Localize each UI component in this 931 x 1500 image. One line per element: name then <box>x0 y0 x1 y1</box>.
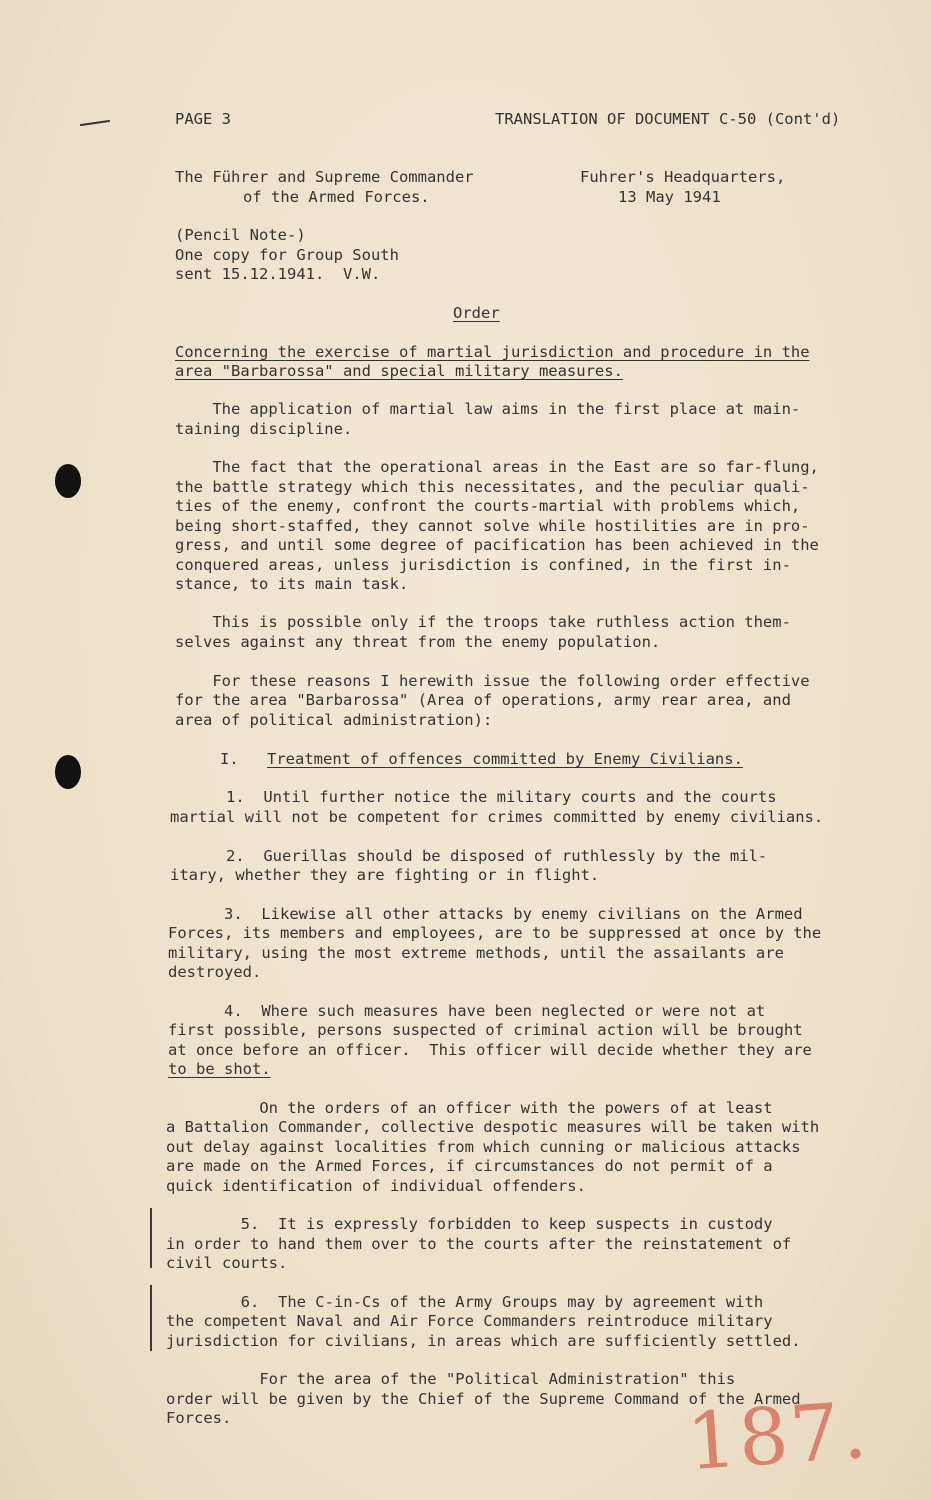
item4b-line-4: are made on the Armed Forces, if circumstances do not permit of a <box>166 1157 773 1175</box>
from-line-2: of the Armed Forces. <box>243 188 430 206</box>
item5-line-1: 5. It is expressly forbidden to keep suspects in custody <box>166 1215 773 1233</box>
item4-line-4: to be shot. <box>168 1060 271 1078</box>
p2-line-6: conquered areas, unless jurisdiction is confined, in the first in- <box>175 556 791 574</box>
p2-line-7: stance, to its main task. <box>175 575 409 593</box>
item2-line-1: 2. Guerillas should be disposed of ruthlessly by the mil- <box>170 847 768 865</box>
item4b-line-5: quick identification of individual offenders. <box>166 1177 586 1195</box>
section-heading: Treatment of offences committed by Enemy Civilians. <box>267 750 743 768</box>
item6b-line-3: Forces. <box>166 1409 232 1427</box>
item6-line-3: jurisdiction for civilians, in areas which are sufficiently settled. <box>166 1332 801 1350</box>
item5-line-3: civil courts. <box>166 1254 288 1272</box>
subject-line-2: area "Barbarossa" and special military measures. <box>175 362 623 380</box>
p2-line-1: The fact that the operational areas in the East are so far-flung, <box>175 458 819 476</box>
item2-line-2: itary, whether they are fighting or in flight. <box>170 866 600 884</box>
pencil-note-line-2: One copy for Group South <box>175 246 399 264</box>
order-title: Order <box>453 304 500 322</box>
item1-line-1: 1. Until further notice the military courts and the courts <box>170 788 777 806</box>
subject-line-1: Concerning the exercise of martial jurisdiction and procedure in the <box>175 343 810 361</box>
p4-line-3: area of political administration): <box>175 711 493 729</box>
p4-line-1: For these reasons I herewith issue the following order effective <box>175 672 810 690</box>
pencil-note-line-3: sent 15.12.1941. V.W. <box>175 265 381 283</box>
date-line: 13 May 1941 <box>618 188 721 206</box>
item4b-line-1: On the orders of an officer with the powers of at least <box>166 1099 773 1117</box>
p4-line-2: for the area "Barbarossa" (Area of operations, army rear area, and <box>175 691 791 709</box>
p3-line-2: selves against any threat from the enemy population. <box>175 633 661 651</box>
from-line-1: The Führer and Supreme Commander <box>175 168 474 186</box>
p2-line-2: the battle strategy which this necessitates, and the peculiar quali- <box>175 478 810 496</box>
p2-line-4: being short-staffed, they cannot solve while hostilities are in pro- <box>175 517 810 535</box>
margin-mark-item5 <box>150 1208 152 1268</box>
item1-line-2: martial will not be competent for crimes committed by enemy civilians. <box>170 808 824 826</box>
handwritten-page-number: 187. <box>684 1385 872 1489</box>
pencil-tick-mark <box>80 120 110 126</box>
punch-hole-bottom <box>55 755 81 789</box>
item4-line-1: 4. Where such measures have been neglected or were not at <box>168 1002 766 1020</box>
item3-line-4: destroyed. <box>168 963 262 981</box>
punch-hole-top <box>55 464 81 498</box>
item3-line-2: Forces, its members and employees, are to be suppressed at once by the <box>168 924 822 942</box>
item5-line-2: in order to hand them over to the courts after the reinstatement of <box>166 1235 792 1253</box>
place-line: Fuhrer's Headquarters, <box>580 168 786 186</box>
page-number: PAGE 3 <box>175 110 231 128</box>
item4b-line-2: a Battalion Commander, collective despotic measures will be taken with <box>166 1118 820 1136</box>
item6-line-1: 6. The C-in-Cs of the Army Groups may by agreement with <box>166 1293 764 1311</box>
item6-line-2: the competent Naval and Air Force Commanders reintroduce military <box>166 1312 773 1330</box>
p1-line-2: taining discipline. <box>175 420 353 438</box>
section-number: I. <box>220 750 239 768</box>
item3-line-3: military, using the most extreme methods, until the assailants are <box>168 944 784 962</box>
item6b-line-1: For the area of the "Political Administration" this <box>166 1370 736 1388</box>
item4b-line-3: out delay against localities from which cunning or malicious attacks <box>166 1138 801 1156</box>
item3-line-1: 3. Likewise all other attacks by enemy civilians on the Armed <box>168 905 803 923</box>
pencil-note-line-1: (Pencil Note-) <box>175 226 306 244</box>
document-title: TRANSLATION OF DOCUMENT C-50 (Cont'd) <box>495 110 841 128</box>
p1-line-1: The application of martial law aims in the first place at main- <box>175 400 801 418</box>
p3-line-1: This is possible only if the troops take ruthless action them- <box>175 613 791 631</box>
item4-line-2: first possible, persons suspected of criminal action will be brought <box>168 1021 803 1039</box>
p2-line-5: gress, and until some degree of pacification has been achieved in the <box>175 536 819 554</box>
item6b-line-2: order will be given by the Chief of the Supreme Command of the Armed <box>166 1390 801 1408</box>
item4-line-3: at once before an officer. This officer will decide whether they are <box>168 1041 812 1059</box>
p2-line-3: ties of the enemy, confront the courts-martial with problems which, <box>175 497 801 515</box>
margin-mark-item6 <box>150 1285 152 1351</box>
